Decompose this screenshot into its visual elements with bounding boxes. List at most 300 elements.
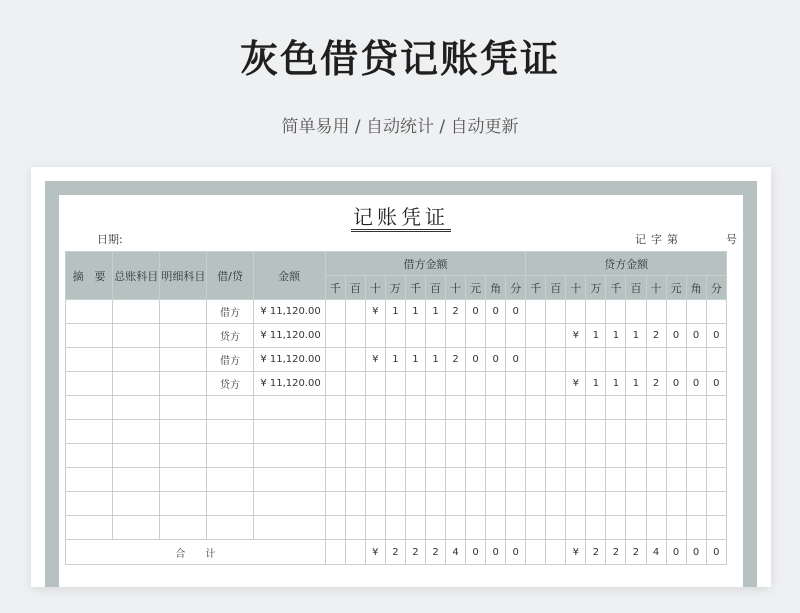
debit-digit-cell [385,468,405,492]
debit-digit-cell [345,444,365,468]
credit-digit-cell [686,516,706,540]
general-account-cell[interactable] [113,396,160,420]
debit-digit-cell [325,396,345,420]
detail-account-cell[interactable] [160,516,207,540]
debit-digit-cell [506,516,526,540]
debit-digit-cell [385,372,405,396]
amount-cell[interactable]: ¥ 11,120.00 [253,324,325,348]
credit-unit-header: 千 [526,276,546,300]
general-account-cell[interactable] [113,492,160,516]
credit-digit-cell: ¥ [566,324,586,348]
credit-digit-cell [626,420,646,444]
debit-digit-cell [325,300,345,324]
general-account-cell[interactable] [113,468,160,492]
credit-digit-cell [626,516,646,540]
debit-digit-cell [466,372,486,396]
debit-digit-cell [345,420,365,444]
debit-digit-cell: 1 [425,300,445,324]
detail-account-cell[interactable] [160,348,207,372]
credit-digit-cell: 1 [606,324,626,348]
credit-digit-cell [686,300,706,324]
summary-cell[interactable] [66,420,113,444]
debit-digit-cell [345,372,365,396]
credit-digit-cell [526,396,546,420]
detail-account-cell[interactable] [160,300,207,324]
credit-digit-cell [666,420,686,444]
general-account-cell[interactable] [113,420,160,444]
summary-cell[interactable] [66,324,113,348]
debit-digit-cell [506,396,526,420]
debit-digit-cell [385,324,405,348]
credit-digit-cell [626,396,646,420]
credit-unit-header: 百 [546,276,566,300]
credit-digit-cell [626,444,646,468]
page-title: 灰色借贷记账凭证 [239,37,560,81]
credit-digit-cell [546,300,566,324]
credit-digit-cell [566,396,586,420]
detail-account-cell[interactable] [160,372,207,396]
credit-digit-cell [606,396,626,420]
debit-digit-cell [506,372,526,396]
total-credit-digit-cell: 0 [706,540,726,565]
debit-digit-cell: 0 [506,300,526,324]
credit-digit-cell [666,444,686,468]
debit-digit-cell [385,516,405,540]
debit-digit-cell [365,492,385,516]
credit-digit-cell: 0 [686,372,706,396]
credit-digit-cell [546,348,566,372]
voucher-title-text: 记账凭证 [351,205,451,232]
debit-credit-cell[interactable] [207,420,253,444]
total-credit-digit-cell [546,540,566,565]
voucher-no-value[interactable] [683,231,721,247]
credit-digit-cell [686,492,706,516]
col-detail-account-header: 明细科目 [160,252,207,300]
table-row [66,420,727,444]
detail-account-cell[interactable] [160,420,207,444]
debit-digit-cell [325,372,345,396]
credit-digit-cell: 0 [706,324,726,348]
debit-digit-cell [325,348,345,372]
credit-digit-cell [586,420,606,444]
credit-digit-cell [646,444,666,468]
debit-digit-cell [506,444,526,468]
debit-digit-cell [466,468,486,492]
detail-account-cell[interactable] [160,396,207,420]
credit-digit-cell [646,492,666,516]
credit-digit-cell [686,444,706,468]
credit-digit-cell [586,492,606,516]
date-label: 日期: [97,233,123,246]
col-debit-amount-header: 借方金额 [325,252,525,276]
debit-digit-cell: 1 [405,300,425,324]
debit-digit-cell [425,516,445,540]
credit-digit-cell [686,348,706,372]
general-account-cell[interactable] [113,372,160,396]
summary-cell[interactable] [66,372,113,396]
credit-digit-cell [586,300,606,324]
summary-cell[interactable] [66,492,113,516]
total-debit-digit-cell: ¥ [365,540,385,565]
credit-digit-cell [586,444,606,468]
debit-digit-cell [425,324,445,348]
debit-digit-cell [405,396,425,420]
debit-credit-cell[interactable] [207,468,253,492]
table-row [66,300,727,324]
credit-unit-header: 十 [566,276,586,300]
total-credit-digit-cell [526,540,546,565]
general-account-cell[interactable] [113,324,160,348]
credit-digit-cell [626,468,646,492]
debit-digit-cell [325,444,345,468]
debit-digit-cell [325,324,345,348]
page-subtitle: 简单易用 / 自动统计 / 自动更新 [281,117,519,137]
summary-cell[interactable] [66,516,113,540]
debit-unit-header: 百 [345,276,365,300]
debit-credit-cell[interactable] [207,516,253,540]
debit-digit-cell [446,372,466,396]
debit-digit-cell [486,492,506,516]
total-debit-digit-cell: 2 [425,540,445,565]
total-debit-digit-cell: 4 [446,540,466,565]
voucher-card [31,167,771,587]
debit-digit-cell [506,420,526,444]
debit-digit-cell: 1 [385,300,405,324]
summary-cell[interactable] [66,444,113,468]
col-amount-header: 金额 [253,252,325,300]
credit-unit-header: 百 [626,276,646,300]
debit-digit-cell [466,444,486,468]
summary-cell[interactable] [66,348,113,372]
credit-digit-cell [586,468,606,492]
debit-unit-header: 千 [325,276,345,300]
amount-cell[interactable] [253,444,325,468]
credit-digit-cell: 0 [706,372,726,396]
credit-digit-cell [666,300,686,324]
col-summary-header: 摘 要 [66,252,113,300]
debit-digit-cell [425,396,445,420]
credit-digit-cell [666,396,686,420]
credit-digit-cell [646,516,666,540]
debit-unit-header: 百 [425,276,445,300]
voucher-no-di: 第 [667,233,678,246]
debit-digit-cell: 1 [425,348,445,372]
debit-digit-cell [446,492,466,516]
detail-account-cell[interactable] [160,324,207,348]
credit-digit-cell [546,420,566,444]
detail-account-cell[interactable] [160,492,207,516]
total-debit-digit-cell: 2 [385,540,405,565]
debit-digit-cell [345,516,365,540]
debit-unit-header: 十 [446,276,466,300]
credit-digit-cell [526,348,546,372]
summary-cell[interactable] [66,396,113,420]
credit-digit-cell [606,516,626,540]
credit-digit-cell [566,300,586,324]
voucher-no-ji: 记 [635,233,646,246]
credit-digit-cell: 0 [686,324,706,348]
debit-digit-cell [345,348,365,372]
debit-digit-cell [365,324,385,348]
debit-digit-cell [446,516,466,540]
debit-digit-cell [405,516,425,540]
credit-digit-cell: 1 [606,372,626,396]
debit-digit-cell [345,396,365,420]
voucher-sheet [45,181,757,587]
total-debit-digit-cell: 0 [506,540,526,565]
credit-digit-cell [546,468,566,492]
credit-digit-cell [546,516,566,540]
credit-digit-cell [526,444,546,468]
amount-cell[interactable]: ¥ 11,120.00 [253,348,325,372]
total-credit-digit-cell: ¥ [566,540,586,565]
debit-digit-cell [405,444,425,468]
credit-digit-cell [566,492,586,516]
col-general-account-header: 总账科目 [113,252,160,300]
debit-digit-cell [425,372,445,396]
debit-digit-cell [446,468,466,492]
debit-digit-cell [446,444,466,468]
credit-digit-cell [526,516,546,540]
summary-cell[interactable] [66,468,113,492]
credit-digit-cell: 1 [586,372,606,396]
debit-digit-cell [425,468,445,492]
credit-digit-cell [646,348,666,372]
debit-digit-cell [365,468,385,492]
total-debit-digit-cell [325,540,345,565]
credit-digit-cell [706,396,726,420]
debit-digit-cell [466,324,486,348]
debit-digit-cell [405,492,425,516]
debit-credit-cell[interactable]: 借方 [207,300,253,324]
voucher-number [635,231,737,247]
credit-digit-cell [646,468,666,492]
total-debit-digit-cell: 0 [486,540,506,565]
credit-digit-cell: 1 [586,324,606,348]
debit-digit-cell [365,444,385,468]
table-row [66,468,727,492]
debit-digit-cell [365,396,385,420]
debit-digit-cell: ¥ [365,348,385,372]
credit-unit-header: 千 [606,276,626,300]
total-credit-digit-cell: 2 [606,540,626,565]
debit-credit-cell[interactable] [207,396,253,420]
credit-digit-cell [646,420,666,444]
debit-digit-cell [325,492,345,516]
debit-digit-cell [385,492,405,516]
credit-digit-cell [706,348,726,372]
debit-digit-cell [486,396,506,420]
total-label: 合 计 [66,540,326,565]
credit-digit-cell [546,372,566,396]
credit-digit-cell [546,396,566,420]
credit-digit-cell [526,300,546,324]
credit-digit-cell [666,516,686,540]
debit-credit-cell[interactable] [207,444,253,468]
total-credit-digit-cell: 2 [586,540,606,565]
credit-digit-cell [526,420,546,444]
debit-digit-cell: 1 [405,348,425,372]
amount-cell[interactable] [253,516,325,540]
debit-digit-cell [425,420,445,444]
debit-digit-cell [425,492,445,516]
voucher-no-hao: 号 [726,233,737,246]
debit-digit-cell: 0 [486,348,506,372]
credit-digit-cell [526,468,546,492]
amount-cell[interactable] [253,420,325,444]
credit-digit-cell [606,348,626,372]
debit-unit-header: 十 [365,276,385,300]
credit-digit-cell [546,492,566,516]
debit-digit-cell [486,420,506,444]
general-account-cell[interactable] [113,516,160,540]
debit-unit-header: 分 [506,276,526,300]
debit-digit-cell: ¥ [365,300,385,324]
debit-unit-header: 千 [405,276,425,300]
credit-digit-cell [606,492,626,516]
credit-digit-cell [686,468,706,492]
total-row [66,540,727,565]
debit-digit-cell: 0 [466,348,486,372]
debit-digit-cell [446,396,466,420]
credit-digit-cell [606,444,626,468]
credit-digit-cell [586,516,606,540]
debit-digit-cell [405,324,425,348]
debit-digit-cell [466,396,486,420]
debit-digit-cell [486,468,506,492]
credit-digit-cell [666,468,686,492]
credit-digit-cell [706,300,726,324]
amount-cell[interactable] [253,396,325,420]
total-credit-digit-cell: 0 [666,540,686,565]
total-debit-digit-cell: 2 [405,540,425,565]
credit-digit-cell [626,492,646,516]
col-debit-credit-header: 借/贷 [207,252,253,300]
total-credit-digit-cell: 0 [686,540,706,565]
credit-digit-cell [686,420,706,444]
debit-digit-cell: 2 [446,348,466,372]
debit-digit-cell [446,324,466,348]
debit-digit-cell [325,420,345,444]
debit-digit-cell [365,372,385,396]
credit-digit-cell [686,396,706,420]
debit-digit-cell [506,468,526,492]
credit-unit-header: 角 [686,276,706,300]
voucher-paper [59,195,743,587]
total-credit-digit-cell: 2 [626,540,646,565]
credit-digit-cell [706,492,726,516]
debit-digit-cell [466,516,486,540]
credit-digit-cell [566,516,586,540]
debit-credit-cell[interactable]: 借方 [207,348,253,372]
general-account-cell[interactable] [113,348,160,372]
credit-digit-cell [666,348,686,372]
debit-digit-cell [365,420,385,444]
credit-digit-cell: 0 [666,324,686,348]
debit-digit-cell [486,324,506,348]
credit-digit-cell [606,468,626,492]
debit-digit-cell [325,516,345,540]
table-row [66,324,727,348]
credit-digit-cell [526,324,546,348]
debit-digit-cell [345,492,365,516]
debit-digit-cell [425,444,445,468]
general-account-cell[interactable] [113,300,160,324]
credit-digit-cell [626,348,646,372]
col-credit-amount-header: 贷方金额 [526,252,727,276]
debit-digit-cell: 0 [466,300,486,324]
table-row [66,516,727,540]
debit-digit-cell [345,300,365,324]
debit-digit-cell [506,492,526,516]
debit-digit-cell [446,420,466,444]
debit-digit-cell [345,324,365,348]
debit-digit-cell [486,444,506,468]
table-row [66,396,727,420]
credit-digit-cell [566,468,586,492]
debit-digit-cell [365,516,385,540]
debit-digit-cell [405,420,425,444]
debit-credit-cell[interactable] [207,492,253,516]
credit-unit-header: 十 [646,276,666,300]
summary-cell[interactable] [66,300,113,324]
credit-digit-cell [566,444,586,468]
credit-digit-cell [526,492,546,516]
credit-digit-cell: ¥ [566,372,586,396]
table-row [66,492,727,516]
detail-account-cell[interactable] [160,468,207,492]
credit-digit-cell [606,420,626,444]
debit-digit-cell [405,372,425,396]
debit-digit-cell [325,468,345,492]
credit-digit-cell [526,372,546,396]
credit-digit-cell [566,348,586,372]
table-row [66,348,727,372]
debit-digit-cell [506,324,526,348]
debit-digit-cell [486,516,506,540]
credit-digit-cell [706,468,726,492]
debit-digit-cell: 0 [486,300,506,324]
credit-unit-header: 分 [706,276,726,300]
detail-account-cell[interactable] [160,444,207,468]
credit-digit-cell [646,396,666,420]
credit-digit-cell: 0 [666,372,686,396]
debit-digit-cell [466,420,486,444]
credit-digit-cell: 2 [646,324,666,348]
debit-digit-cell: 0 [506,348,526,372]
voucher-no-zi: 字 [651,233,662,246]
table-row [66,372,727,396]
credit-digit-cell [546,324,566,348]
debit-credit-cell[interactable]: 贷方 [207,372,253,396]
credit-digit-cell [706,516,726,540]
amount-cell[interactable] [253,468,325,492]
amount-cell[interactable]: ¥ 11,120.00 [253,300,325,324]
amount-cell[interactable]: ¥ 11,120.00 [253,372,325,396]
amount-cell[interactable] [253,492,325,516]
debit-digit-cell [385,444,405,468]
debit-digit-cell [385,396,405,420]
debit-unit-header: 角 [486,276,506,300]
debit-digit-cell [466,492,486,516]
credit-digit-cell [546,444,566,468]
debit-credit-cell[interactable]: 贷方 [207,324,253,348]
debit-digit-cell [486,372,506,396]
debit-digit-cell [405,468,425,492]
debit-digit-cell [385,420,405,444]
general-account-cell[interactable] [113,444,160,468]
credit-digit-cell [646,300,666,324]
